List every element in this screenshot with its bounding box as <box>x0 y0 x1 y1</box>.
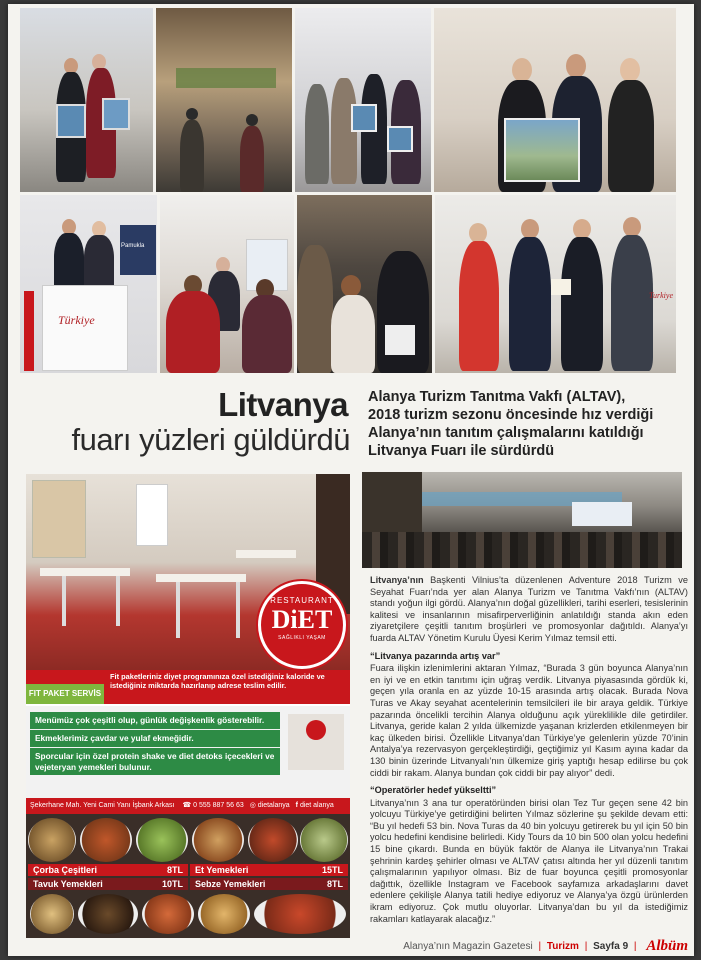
seal-top-text: RESTAURANT <box>270 596 334 605</box>
food-photo-1 <box>28 818 76 862</box>
deck-line-2: 2018 turizm sezonu öncesinde hız verdiği <box>368 407 654 423</box>
food-photo-9 <box>142 894 194 934</box>
menu-item-et <box>190 864 348 876</box>
article-subheading-2: “Operatörler hedef yükseltti” <box>370 785 497 796</box>
green-box-1: Menümüz çok çeşitli olup, günlük değişkenlik gösterebilir. <box>30 712 280 729</box>
photo-8 <box>435 195 676 373</box>
turkiye-banner-text: Turkiye <box>649 291 673 300</box>
food-photo-11 <box>254 894 346 934</box>
headline-line-2: fuarı yüzleri güldürdü <box>71 422 350 457</box>
article-subheading-1: “Litvanya pazarında artış var” <box>370 650 501 661</box>
fit-paket-text: Fit paketleriniz diyet programınıza özel istediğiniz kaloride ve istediğiniz miktarda hazırlanıp adrese teslim edilir. <box>110 672 325 691</box>
facebook-text: diet alanya <box>299 802 334 809</box>
footer-separator: | <box>538 941 542 952</box>
fit-paket-label: FIT PAKET SERVİS <box>26 684 104 704</box>
deck-line-3: Alanya’nın tanıtım çalışmalarını katıldığı <box>368 425 644 441</box>
phone-icon: ☎ <box>182 802 192 809</box>
deck-line-4: Litvanya Fuarı ile sürdürdü <box>368 443 555 459</box>
food-photo-3 <box>136 818 188 862</box>
footer-page: Sayfa 9 <box>593 941 629 952</box>
seal-main-text: DiET <box>271 605 333 634</box>
menu-item-corba-name: Çorba Çeşitleri <box>33 865 98 875</box>
contact-bar <box>26 798 350 814</box>
seal-bottom-text: SAĞLIKLI YAŞAM <box>278 635 326 641</box>
food-photo-6 <box>300 818 348 862</box>
article-paragraph-1 <box>370 575 688 645</box>
facebook-icon: f <box>295 802 298 809</box>
photo-2 <box>156 8 292 192</box>
turkiye-logo-text: Türkiye <box>58 313 95 327</box>
menu-item-tavuk <box>28 878 188 890</box>
photo-4 <box>434 8 676 192</box>
instagram-icon: ◎ <box>249 802 256 809</box>
magazine-page <box>8 4 694 956</box>
footer-separator: | <box>633 941 637 952</box>
article-body <box>370 575 688 931</box>
instagram-text: dietalanya <box>257 802 290 809</box>
address-text: Şekerhane Mah. Yeni Cami Yanı İşbank Arkası <box>30 802 175 809</box>
menu-item-sebze-name: Sebze Yemekleri <box>195 879 266 889</box>
headline-line-1: Litvanya <box>218 386 348 423</box>
food-photo-10 <box>198 894 250 934</box>
mini-diet-logo <box>306 720 326 740</box>
deck-line-1: Alanya Turizm Tanıtma Vakfı (ALTAV), <box>368 389 626 405</box>
article-paragraph-3: Litvanya’nın 3 ana tur operatöründen birisi olan Tez Tur geçen sene 42 bin yolcuyu Türkiye’ye getirdiğini belirten Yılmaz sözlerine şu şekilde devam etti: “Bu yıl hedefi 53 bin. Nova Turas da 40 bin yolcuyu getirerek bu yıl için 50 bin yolcu hedefini kendisine belirledi. Kidy Tours da 10 bin 500 olan yolcu hedefini 15 bine çıkardı. Bunda en büyük faktör de Alanya ile Litvanya’nın Trakai şehrinin kardeş şehirler olması ve ALTAV çatısı altında her yıl düzenli tanıtım çalışmalarının yapılıyor olması. Biz de fuar boyunca çeşitli promosyonlar dağıttık, özellikle Instagram ve Facebook sayfamıza arkadaşlarını davet edenlere çekilişle Alanya tatili hediye ediyoruz ve Alanya’ya özgü ürünlerden ikram ediyoruz. Çok mutlu oluyorlar. Litvanya’dan bu yıl da istediğimiz rakamları katlayarak alacağız.” <box>370 797 688 924</box>
phone-text: 0 555 887 56 63 <box>193 802 244 809</box>
page-footer <box>368 938 688 954</box>
article-p1-text: Başkenti Vilnius’ta düzenlenen Adventure 2018 Turizm ve Seyahat Fuarı’nda yer alan Alanya Turizm ve Tanıtma Vakfı’nın (ALTAV) standı yoğun ilgi gördü. Alanya’nın doğal güzellikleri, tarihi eserleri, tesislerinin kalitesi ve insanlarının misafirperverliğinin anlatıldığı standa akın eden ziyaretçilere çeşitli tanıtım broşürleri ve promosyonlar dağıtıldı. Alanya’yı fuarda ALTAV Yönetim Kurulu Üyesi Kerim Yılmaz temsil etti. <box>370 575 688 643</box>
menu-item-corba-price: 8TL <box>166 865 183 875</box>
menu-item-sebze <box>190 878 348 890</box>
menu-item-et-price: 15TL <box>321 865 343 875</box>
stand-sign-text: Pamukla <box>121 243 145 249</box>
menu-item-sebze-price: 8TL <box>326 879 343 889</box>
footer-publication: Alanya’nın Magazin Gazetesi <box>403 941 533 952</box>
diet-logo-seal <box>258 581 346 669</box>
menu-item-tavuk-price: 10TL <box>161 879 183 889</box>
food-photo-8 <box>78 894 138 934</box>
food-photo-2 <box>80 818 132 862</box>
photo-5 <box>20 195 157 373</box>
menu-item-et-name: Et Yemekleri <box>195 865 249 875</box>
green-box-3: Sporcular için özel protein shake ve diet detoks içecekleri ve vejeteryan yemekleri bulunur. <box>30 748 280 775</box>
footer-brand-logo: Albüm <box>646 938 688 954</box>
menu-item-corba <box>28 864 188 876</box>
photo-7 <box>297 195 432 373</box>
diet-restaurant-ad <box>26 474 350 938</box>
article-lead-word: Litvanya’nın <box>370 575 424 585</box>
food-photo-4 <box>192 818 244 862</box>
food-photo-5 <box>248 818 298 862</box>
food-photo-7 <box>30 894 74 934</box>
menu-item-tavuk-name: Tavuk Yemekleri <box>33 879 103 889</box>
photo-3 <box>295 8 431 192</box>
article-paragraph-2: Fuara ilişkin izlenimlerini aktaran Yılmaz, “Burada 3 gün boyunca Alanya’nın en iyi ve en etkin tanıtımı için uğraş verdik. Litvanya piyasasında gördük ki, geçen yıla oranla en az yüzde 10-15 arasında artış olacak. Burada Nova Turas ve Akay seyahat acentelerinin temsilcileri ile bir araya geldik. Türkiye pazarında öncelikli tercihin Alanya olduğunu açık yüreklilikle dile getirdiler. Litvanya, geride kalan 2 yılda ülkemizde yaşanan krizlerden etkilenmeyen bir kaç ülkeden birisi. Özellikle Litvanya’dan Türkiye’ye gelenlerin yüzde 70’inin Antalya’ya rezervasyon gerçekleştirdiği, geçtiğimiz yıl Kasım ayına kadar da 130 binin üzerinde Litvanyalı’nın ülkemize giriş yaptığı hesap edilirse bu çok ciddi bir rakam. Alanya bundan çok ciddi bir pay alıyor” dedi. <box>370 663 688 778</box>
photo-1 <box>20 8 153 192</box>
footer-section: Turizm <box>546 941 579 952</box>
deck <box>368 388 690 460</box>
green-box-2: Ekmeklerimiz çavdar ve yulaf ekmeğidir. <box>30 730 280 747</box>
footer-separator: | <box>584 941 588 952</box>
fair-hall-photo <box>362 472 682 568</box>
photo-6 <box>160 195 294 373</box>
